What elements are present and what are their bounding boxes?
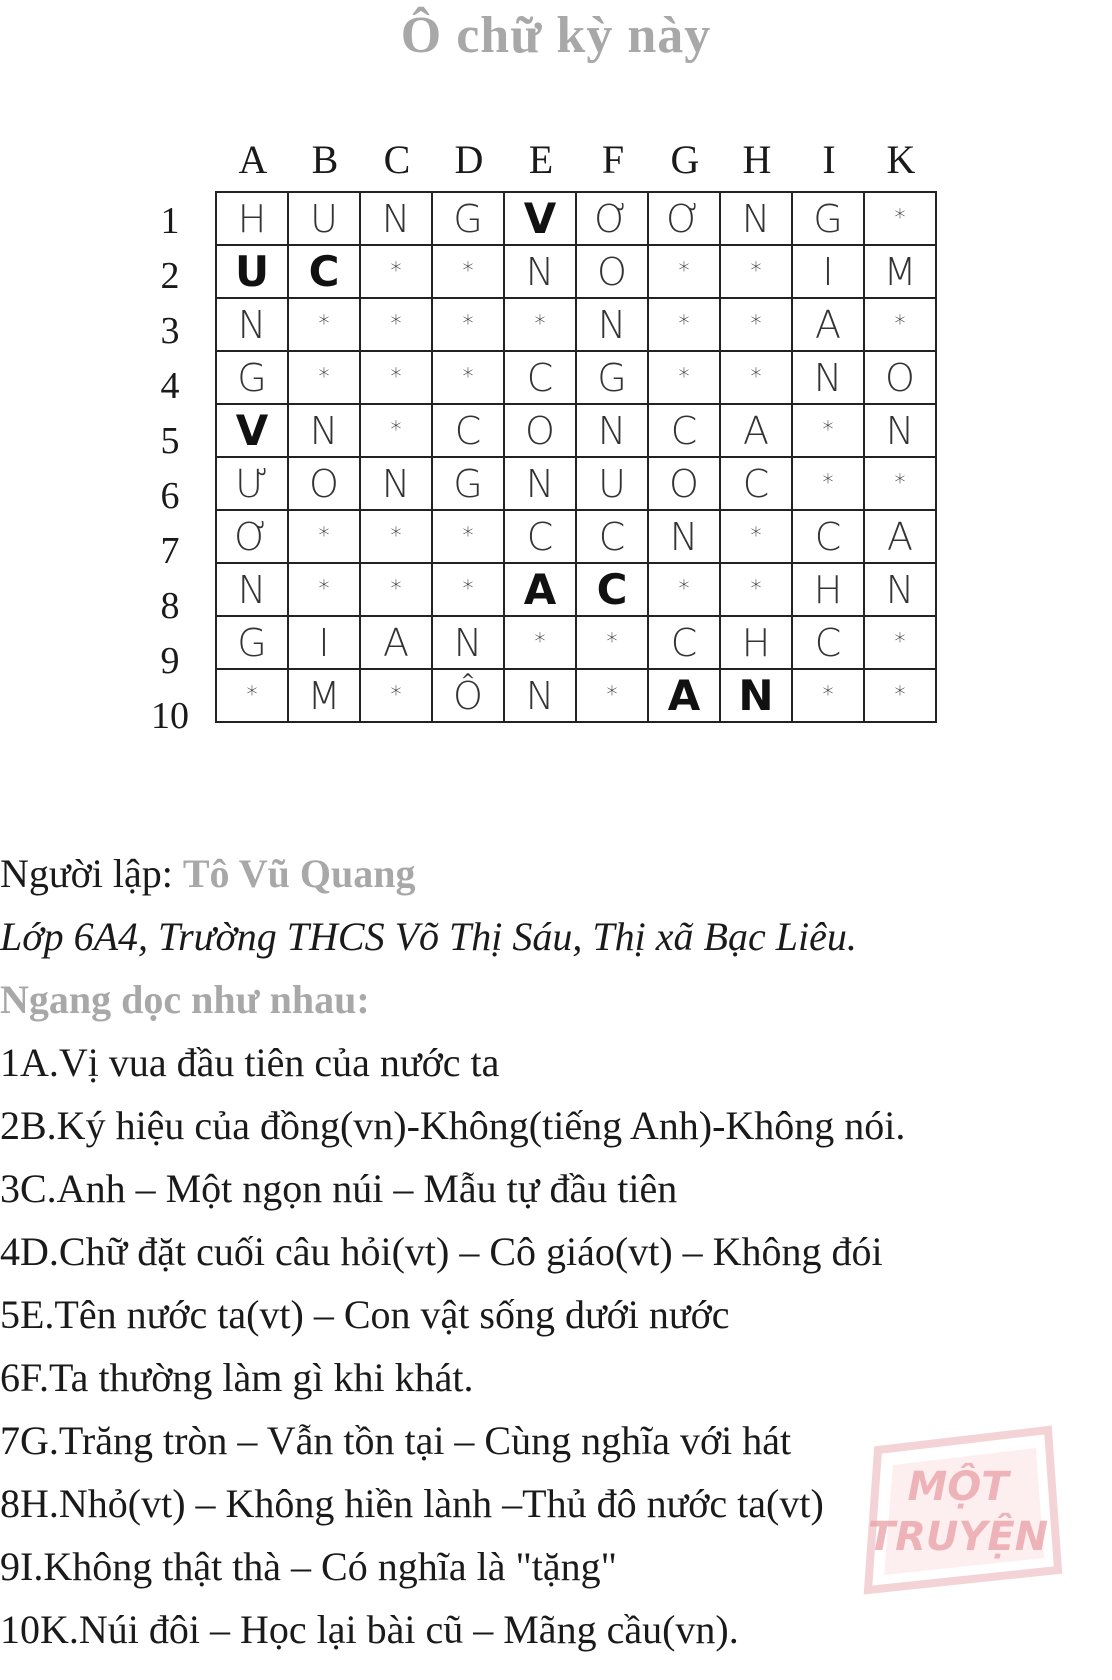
grid-cell: A xyxy=(864,510,936,563)
page-title: Ô chữ kỳ này xyxy=(400,7,712,64)
grid-cell: O xyxy=(864,351,936,404)
school-line: Lớp 6A4, Trường THCS Võ Thị Sáu, Thị xã Bạc Liêu. xyxy=(0,914,857,959)
clue-item: 3C.Anh – Một ngọn núi – Mẫu tự đầu tiên xyxy=(0,1166,678,1211)
grid-cell: U xyxy=(216,245,288,298)
grid-row xyxy=(216,404,936,457)
grid-cell: * xyxy=(864,457,936,510)
grid-cell: * xyxy=(720,298,792,351)
grid-cell: * xyxy=(360,298,432,351)
grid-cell: C xyxy=(576,510,648,563)
grid-cell: * xyxy=(576,616,648,669)
grid-cell: * xyxy=(648,351,720,404)
grid-cell: * xyxy=(432,563,504,616)
grid-cell: U xyxy=(576,457,648,510)
grid-cell: * xyxy=(720,510,792,563)
grid-cell: N xyxy=(360,457,432,510)
grid-cell: * xyxy=(360,563,432,616)
grid-cell: N xyxy=(648,510,720,563)
row-header-10: 10 xyxy=(151,695,189,737)
grid-cell: C xyxy=(648,616,720,669)
grid-cell: C xyxy=(648,404,720,457)
column-header-e: E xyxy=(528,137,554,182)
grid-row xyxy=(216,351,936,404)
grid-row xyxy=(216,510,936,563)
grid-cell: G xyxy=(432,192,504,245)
row-header-2: 2 xyxy=(160,255,180,297)
grid-cell: A xyxy=(720,404,792,457)
grid-cell: C xyxy=(792,616,864,669)
row-header-9: 9 xyxy=(160,640,180,682)
grid-cell: * xyxy=(288,563,360,616)
grid-cell: O xyxy=(576,245,648,298)
grid-cell: * xyxy=(288,298,360,351)
grid-cell: G xyxy=(432,457,504,510)
grid-cell: N xyxy=(288,404,360,457)
grid-cell: * xyxy=(288,351,360,404)
clue-item: 2B.Ký hiệu của đồng(vn)-Không(tiếng Anh)-Không nói. xyxy=(0,1103,906,1148)
grid-cell: C xyxy=(288,245,360,298)
grid-cell: * xyxy=(792,669,864,722)
row-header-8: 8 xyxy=(160,585,180,627)
grid-cell: Ơ xyxy=(216,510,288,563)
row-header-1: 1 xyxy=(160,200,180,242)
author-name: Tô Vũ Quang xyxy=(182,851,416,896)
grid-cell: N xyxy=(576,404,648,457)
grid-cell: H xyxy=(792,563,864,616)
grid-cell: C xyxy=(792,510,864,563)
grid-cell: N xyxy=(864,563,936,616)
clue-item: 5E.Tên nước ta(vt) – Con vật sống dưới nước xyxy=(0,1292,730,1337)
grid-cell: * xyxy=(648,298,720,351)
grid-cell: C xyxy=(720,457,792,510)
clue-item: 9I.Không thật thà – Có nghĩa là "tặng" xyxy=(0,1544,617,1589)
grid-cell: A xyxy=(792,298,864,351)
grid-cell: * xyxy=(432,298,504,351)
author-label: Người lập: xyxy=(0,851,183,896)
column-header-h: H xyxy=(742,137,772,182)
grid-row xyxy=(216,563,936,616)
grid-cell: A xyxy=(360,616,432,669)
row-header-4: 4 xyxy=(160,365,180,407)
grid-row xyxy=(216,457,936,510)
grid-cell: Ư xyxy=(216,457,288,510)
grid-cell: O xyxy=(504,404,576,457)
grid-cell: N xyxy=(792,351,864,404)
grid-cell: * xyxy=(648,245,720,298)
grid-cell: * xyxy=(864,669,936,722)
column-header-f: F xyxy=(601,137,625,182)
grid-cell: * xyxy=(360,510,432,563)
grid-cell: C xyxy=(432,404,504,457)
grid-cell: Ơ xyxy=(576,192,648,245)
grid-cell: I xyxy=(792,245,864,298)
clue-item: 10K.Núi đôi – Học lại bài cũ – Mãng cầu(vn). xyxy=(0,1607,739,1652)
grid-cell: I xyxy=(288,616,360,669)
grid-cell: * xyxy=(360,669,432,722)
grid-cell: * xyxy=(648,563,720,616)
grid-cell: N xyxy=(720,669,792,722)
svg-text:MỘT: MỘT xyxy=(907,1464,1009,1510)
grid-cell: N xyxy=(432,616,504,669)
grid-cell: * xyxy=(792,457,864,510)
grid-cell: N xyxy=(504,245,576,298)
grid-cell: C xyxy=(504,510,576,563)
grid-cell: * xyxy=(216,669,288,722)
column-header-a: A xyxy=(238,137,268,182)
grid-cell: N xyxy=(864,404,936,457)
grid-cell: * xyxy=(720,351,792,404)
grid-cell: O xyxy=(288,457,360,510)
column-header-b: B xyxy=(311,137,339,182)
grid-cell: N xyxy=(216,298,288,351)
column-header-k: K xyxy=(886,137,916,182)
grid-cell: M xyxy=(864,245,936,298)
svg-text:TRUYỆN: TRUYỆN xyxy=(867,1514,1049,1560)
grid-cell: * xyxy=(720,563,792,616)
grid-cell: C xyxy=(576,563,648,616)
grid-cell: * xyxy=(576,669,648,722)
clue-item: 6F.Ta thường làm gì khi khát. xyxy=(0,1355,474,1400)
grid-cell: V xyxy=(504,192,576,245)
grid-cell: Ô xyxy=(432,669,504,722)
grid-cell: * xyxy=(864,298,936,351)
grid-row xyxy=(216,192,936,245)
clue-item: 7G.Trăng tròn – Vẫn tồn tại – Cùng nghĩa với hát xyxy=(0,1418,792,1463)
grid-cell: * xyxy=(864,616,936,669)
grid-cell: N xyxy=(504,669,576,722)
clue-item: 1A.Vị vua đầu tiên của nước ta xyxy=(0,1040,500,1085)
grid-cell: * xyxy=(360,404,432,457)
column-header-g: G xyxy=(670,137,700,182)
grid-cell: * xyxy=(504,298,576,351)
grid-cell: G xyxy=(216,351,288,404)
column-header-c: C xyxy=(383,137,411,182)
grid-cell: * xyxy=(432,245,504,298)
crossword-grid xyxy=(215,191,937,723)
clue-item: 4D.Chữ đặt cuối câu hỏi(vt) – Cô giáo(vt) – Không đói xyxy=(0,1229,883,1274)
grid-cell: * xyxy=(360,245,432,298)
grid-cell: H xyxy=(720,616,792,669)
grid-cell: * xyxy=(720,245,792,298)
grid-cell: * xyxy=(288,510,360,563)
grid-row xyxy=(216,616,936,669)
row-header-7: 7 xyxy=(160,530,180,572)
grid-cell: G xyxy=(576,351,648,404)
grid-cell: G xyxy=(216,616,288,669)
watermark-logo xyxy=(858,1420,1068,1600)
grid-cell: N xyxy=(576,298,648,351)
grid-cell: A xyxy=(648,669,720,722)
column-header-d: D xyxy=(454,137,484,182)
grid-cell: G xyxy=(792,192,864,245)
author-line xyxy=(0,842,1112,905)
column-header-i: I xyxy=(822,137,836,182)
grid-cell: N xyxy=(360,192,432,245)
grid-row xyxy=(216,669,936,722)
grid-row xyxy=(216,298,936,351)
row-header-6: 6 xyxy=(160,475,180,517)
grid-cell: * xyxy=(432,351,504,404)
grid-cell: N xyxy=(504,457,576,510)
grid-cell: O xyxy=(648,457,720,510)
grid-cell: N xyxy=(216,563,288,616)
grid-cell: * xyxy=(864,192,936,245)
grid-cell: * xyxy=(432,510,504,563)
grid-cell: * xyxy=(792,404,864,457)
grid-cell: * xyxy=(360,351,432,404)
grid-cell: N xyxy=(720,192,792,245)
grid-cell: * xyxy=(504,616,576,669)
grid-cell: M xyxy=(288,669,360,722)
row-header-5: 5 xyxy=(160,420,180,462)
row-header-3: 3 xyxy=(160,310,180,352)
grid-cell: C xyxy=(504,351,576,404)
grid-cell: V xyxy=(216,404,288,457)
grid-row xyxy=(216,245,936,298)
grid-cell: Ơ xyxy=(648,192,720,245)
grid-cell: U xyxy=(288,192,360,245)
grid-cell: H xyxy=(216,192,288,245)
grid-cell: A xyxy=(504,563,576,616)
clue-item: 8H.Nhỏ(vt) – Không hiền lành –Thủ đô nước ta(vt) xyxy=(0,1481,824,1526)
clue-heading: Ngang dọc như nhau: xyxy=(0,977,370,1022)
